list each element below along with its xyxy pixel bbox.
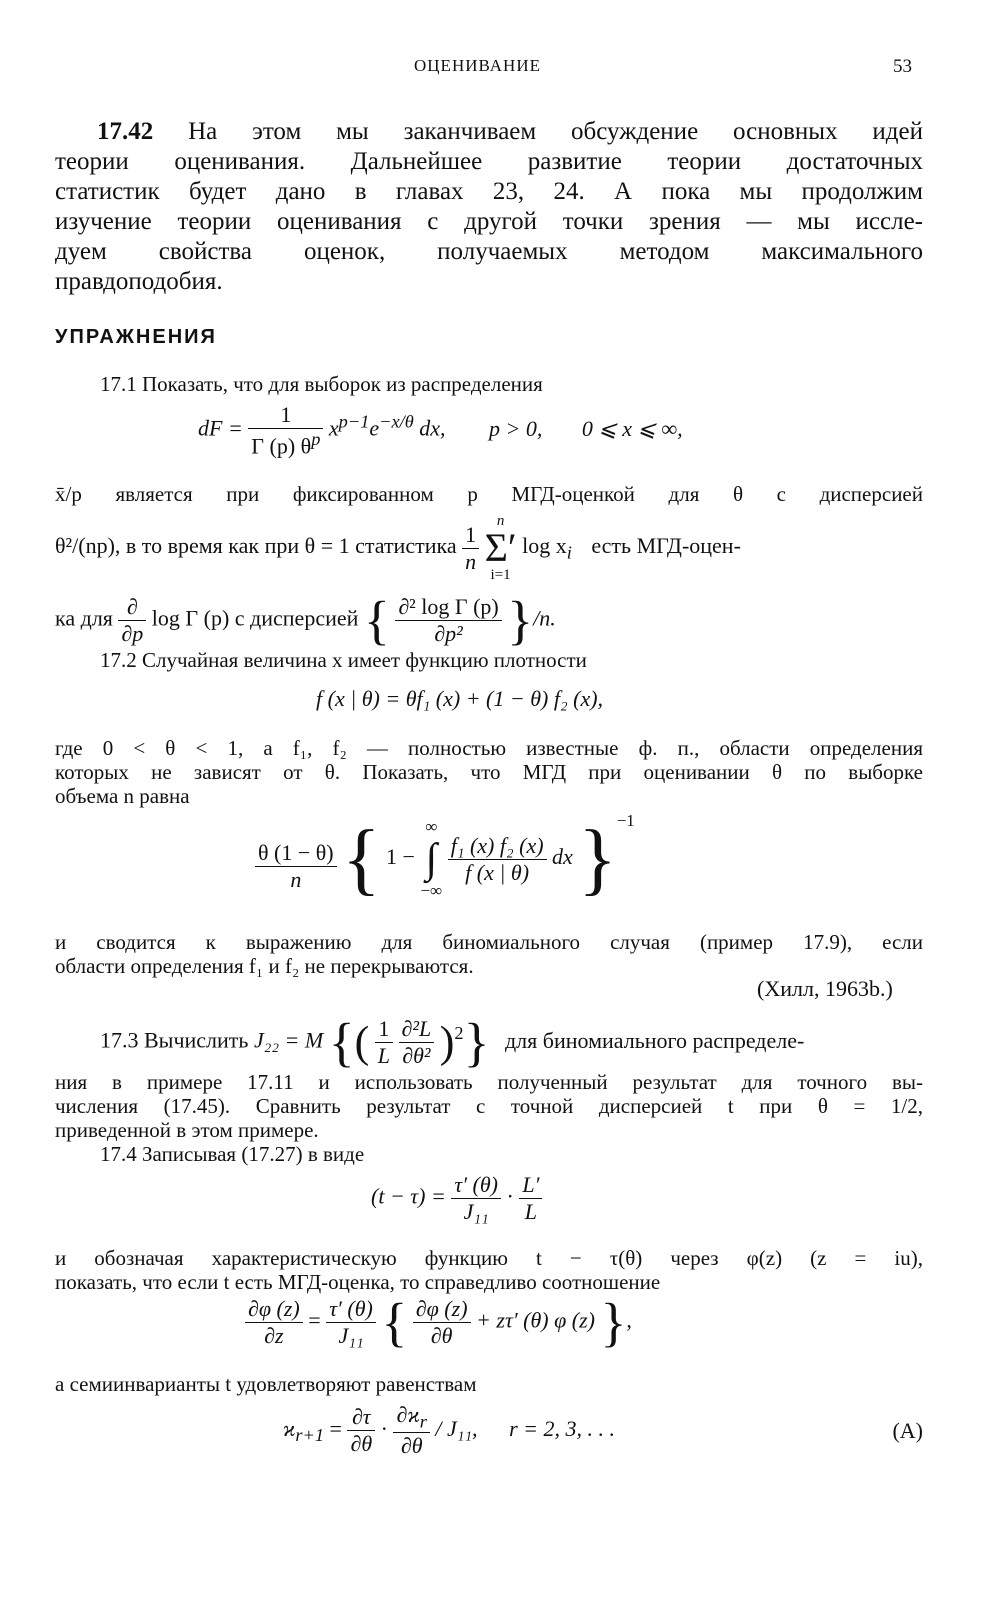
ex1-line-4: ка для $\frac{\partial}{\partial p}$ log Γ (p) с дисперсией { $\frac{\text{∂² log Γ (p)}}{\text{∂p²}}$ }/n. [55,590,556,651]
intro-line-1: 17.42 На этом мы заканчиваем обсуждение основных идей [97,118,923,145]
ex2-big-equation: $\frac{\theta (1 - \theta)}{n}$ { 1 − ∞ ∫ −∞ $\frac{\text{f₁ (x) f₂ (x)}}{f (x | \theta)}$ dx }$^{-1}$ [255,818,635,898]
intro-line-6: правдоподобия. [55,268,223,295]
intro-number: 17.42 [97,118,154,145]
ex2-line-3: объема n равна [55,784,190,808]
ex2-citation: (Хилл, 1963b.) [757,976,893,1001]
ex1-line-3: θ²/(np), в то время как при θ = 1 статистика $\frac{1}{n}$ n Σ′ i=1 $\log x_i$ есть МГД-оцен- [55,513,741,583]
ex3-line-4: приведенной в этом примере. [55,1118,319,1142]
page-number: 53 [893,56,912,77]
running-header: ОЦЕНИВАНИЕ [414,56,541,75]
ex1-equation: dF = $\frac{1}{\Gamma (p) \theta^p}$ $x^{p-1}e^{-x/\theta}$ dx, p > 0, 0 ⩽ x ⩽ ∞, [198,402,683,459]
intro-line-2: теории оценивания. Дальнейшее развитие теории достаточных [55,148,923,175]
ex2-line-2: которых не зависят от θ. Показать, что МГД при оценивании θ по выборке [55,760,923,784]
section-title: УПРАЖНЕНИЯ [55,326,217,348]
ex3-line-1: 17.3 Вычислить J₂₂ = M {( $\frac{1}{L}$ $\frac{\text{∂²L}}{\text{∂θ²}}$ )$^2$} для биномиального распределе- [100,1012,805,1073]
ex2-after-2: области определения f₁ и f₂ не перекрываются. [55,954,474,978]
ex2-intro: 17.2 Случайная величина x имеет функцию плотности [100,648,587,672]
ex4-intro: 17.4 Записывая (17.27) в виде [100,1142,365,1166]
ex4-equation-3: $ϰ_{r+1}$ = $\frac{\partial\tau}{\partial\theta}$ · $\frac{\partial ϰ_r}{\partial\theta}$ / J₁₁, r = 2, 3, . . . (A) [283,1402,923,1459]
intro-line-5: дуем свойства оценок, получаемых методом максимального [55,238,923,265]
intro-line-4: изучение теории оценивания с другой точки зрения — мы иссле- [55,208,923,235]
ex2-equation: f (x | θ) = θf₁ (x) + (1 − θ) f₂ (x), [316,686,604,711]
ex4-equation-1: (t − τ) = $\frac{\tau' (\theta)}{\text{J₁₁}}$ · $\frac{L'}{L}$ [371,1172,542,1225]
ex4-line-2: показать, что если t есть МГД-оценка, то справедливо соотношение [55,1270,661,1294]
ex2-line-1: где 0 < θ < 1, а f₁, f₂ — полностью известные ф. п., области определения [55,736,923,760]
ex4-line-3: а семиинварианты t удовлетворяют равенствам [55,1372,477,1396]
ex3-line-3: числения (17.45). Сравнить результат с точной дисперсией t при θ = 1/2, [55,1094,923,1118]
ex1-sum: n Σ′ i=1 [484,513,517,583]
ex4-line-1: и обозначая характеристическую функцию t − τ(θ) через φ(z) (z = iu), [55,1246,923,1270]
ex3-line-2: ния в примере 17.11 и использовать полученный результат для точного вы- [55,1070,923,1094]
ex2-integral: ∞ ∫ −∞ [420,817,443,900]
ex1-eq-fraction: $\frac{1}{\Gamma (p) \theta^p}$ [248,402,323,459]
ex4-equation-2: $\frac{\partial\varphi (z)}{\partial z}$ = $\frac{\tau' (\theta)}{\text{J₁₁}}$ { $\frac{\partial\varphi (z)}{\partial\theta}$ + zτ′ (θ) φ (z) }, [245,1296,632,1349]
ex2-after-1: и сводится к выражению для биномиального случая (пример 17.9), если [55,930,923,954]
equation-tag: (A) [892,1418,923,1443]
ex1-line-2: x̄/p является при фиксированном p МГД-оценкой для θ с дисперсией [55,482,923,506]
ex1-intro: 17.1 Показать, что для выборок из распределения [100,372,543,396]
intro-line-3: статистик будет дано в главах 23, 24. А пока мы продолжим [55,178,923,205]
